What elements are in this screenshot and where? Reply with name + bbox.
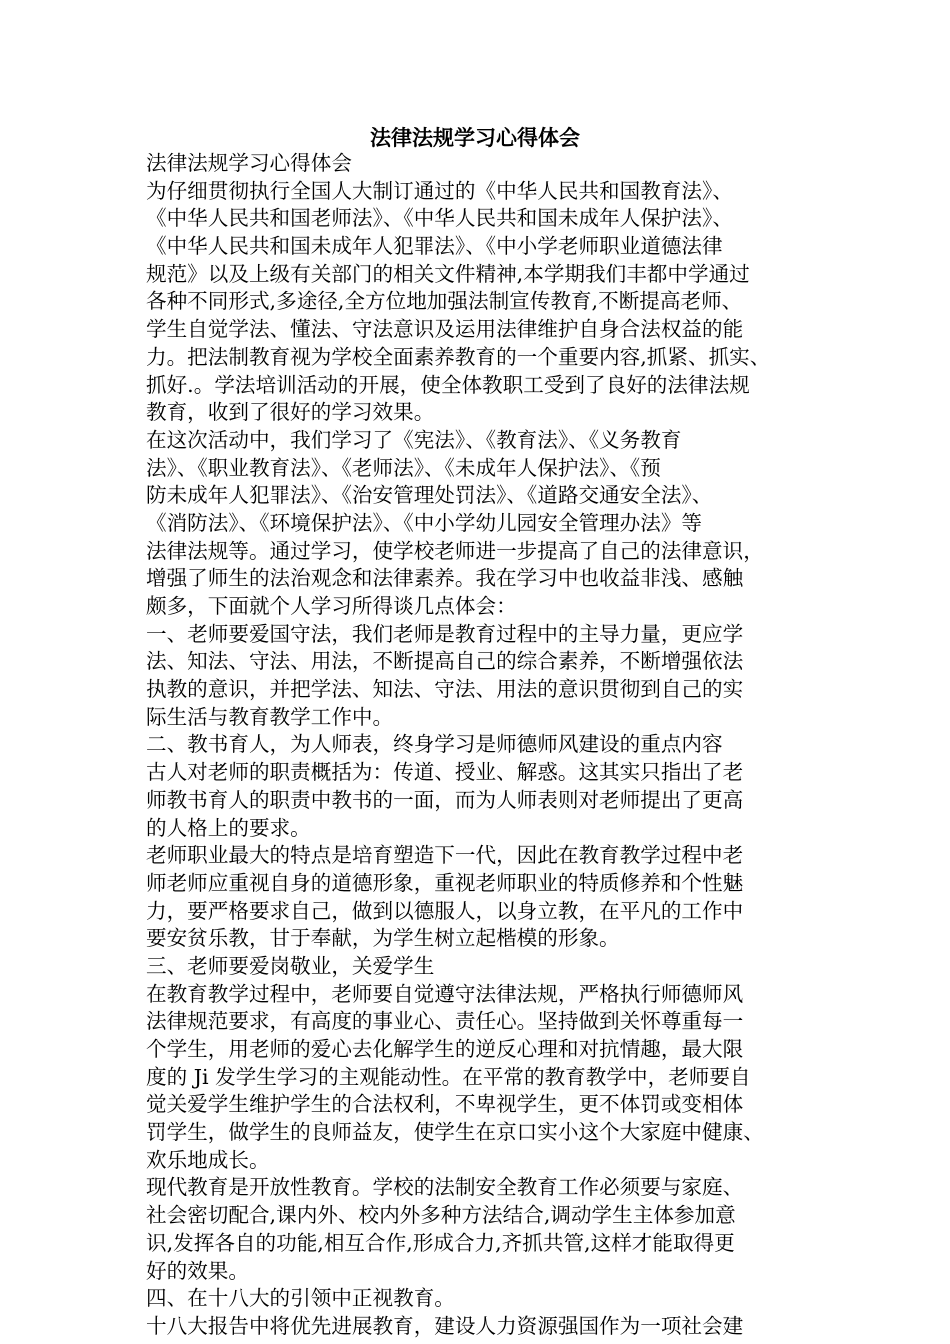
body-line: 觉关爱学生维护学生的合法权利，不卑视学生，更不体罚或变相体 xyxy=(146,1092,744,1117)
body-line: 《中华人民共和国未成年人犯罪法》、《中小学老师职业道德法律 xyxy=(146,234,723,259)
body-line: 十八大报告中将优先进展教育，建设人力资源强国作为一项社会建 xyxy=(146,1313,744,1338)
body-line: 三、老师要爱岗敬业，关爱学生 xyxy=(146,953,435,978)
body-line: 际生活与教育教学工作中。 xyxy=(146,704,394,729)
body-line: 力，要严格要求自己，做到以德服人，以身立教，在平凡的工作中 xyxy=(146,898,744,923)
body-line: 法》、《职业教育法》、《老师法》、《未成年人保护法》、《预 xyxy=(146,455,661,480)
body-line: 防未成年人犯罪法》、《治安管理处罚法》、《道路交通安全法》、 xyxy=(146,483,713,508)
body-line: 为仔细贯彻执行全国人大制订通过的《中华人民共和国教育法》、 xyxy=(146,178,733,203)
body-line: 要安贫乐教，甘于奉献，为学生树立起楷模的形象。 xyxy=(146,926,620,951)
body-line: 的人格上的要求。 xyxy=(146,815,311,840)
document-body xyxy=(146,150,826,1341)
body-line: 学生自觉学法、懂法、守法意识及运用法律维护自身合法权益的能 xyxy=(146,317,744,342)
body-line: 社会密切配合,课内外、校内外多种方法结合,调动学生主体参加意 xyxy=(146,1203,736,1228)
body-line: 增强了师生的法治观念和法律素养。我在学习中也收益非浅、感触 xyxy=(146,566,744,591)
body-line: 法、知法、守法、用法，不断提高自己的综合素养，不断增强依法 xyxy=(146,649,744,674)
body-line: 好的效果。 xyxy=(146,1258,249,1283)
body-line: 现代教育是开放性教育。学校的法制安全教育工作必须要与家庭、 xyxy=(146,1175,744,1200)
body-line: 教育，收到了很好的学习效果。 xyxy=(146,400,435,425)
body-line: 一、老师要爱国守法，我们老师是教育过程中的主导力量，更应学 xyxy=(146,621,744,646)
document-title: 法律法规学习心得体会 xyxy=(370,125,580,150)
body-line: 《中华人民共和国老师法》、《中华人民共和国未成年人保护法》、 xyxy=(146,206,733,231)
body-line: 法律法规等。通过学习，使学校老师进一步提高了自己的法律意识， xyxy=(146,538,764,563)
body-line: 力。把法制教育视为学校全面素养教育的一个重要内容,抓紧、抓实、 xyxy=(146,344,771,369)
body-line: 颇多，下面就个人学习所得谈几点体会： xyxy=(146,594,517,618)
body-line: 抓好.。学法培训活动的开展，使全体教职工受到了良好的法律法规 xyxy=(146,372,750,397)
body-line: 罚学生，做学生的良师益友，使学生在京口实小这个大家庭中健康、 xyxy=(146,1120,764,1145)
body-line: 各种不同形式,多途径,全方位地加强法制宣传教育,不断提高老师、 xyxy=(146,289,743,314)
body-line: 规范》以及上级有关部门的相关文件精神,本学期我们丰都中学通过 xyxy=(146,261,750,286)
body-line: 师教书育人的职责中教书的一面，而为人师表则对老师提出了更高 xyxy=(146,787,744,812)
body-line: 老师职业最大的特点是培育塑造下一代，因此在教育教学过程中老 xyxy=(146,843,744,868)
body-line: 执教的意识，并把学法、知法、守法、用法的意识贯彻到自己的实 xyxy=(146,677,744,702)
body-line: 师老师应重视自身的道德形象，重视老师职业的特质修养和个性魅 xyxy=(146,870,744,895)
body-line: 个学生，用老师的爱心去化解学生的逆反心理和对抗情趣，最大限 xyxy=(146,1037,744,1061)
body-line: 法律规范要求，有高度的事业心、责任心。坚持做到关怀尊重每一 xyxy=(146,1009,744,1034)
body-line: 二、教书育人，为人师表，终身学习是师德师风建设的重点内容 xyxy=(146,732,723,757)
body-line: 古人对老师的职责概括为：传道、授业、解惑。这其实只指出了老 xyxy=(146,760,744,785)
body-line: 欢乐地成长。 xyxy=(146,1147,270,1172)
body-line: 四、在十八大的引领中正视教育。 xyxy=(146,1286,455,1311)
body-line: 在这次活动中，我们学习了《宪法》、《教育法》、《义务教育 xyxy=(146,427,682,452)
body-line: 识,发挥各自的功能,相互合作,形成合力,齐抓共管,这样才能取得更 xyxy=(146,1230,735,1255)
body-line: 度的 Ji 发学生学习的主观能动性。在平常的教育教学中，老师要自 xyxy=(146,1064,751,1089)
body-line: 法律法规学习心得体会 xyxy=(146,151,352,175)
body-line: 《消防法》、《环境保护法》、《中小学幼儿园安全管理办法》等 xyxy=(146,510,703,535)
body-line: 在教育教学过程中，老师要自觉遵守法律法规，严格执行师德师风 xyxy=(146,981,744,1006)
